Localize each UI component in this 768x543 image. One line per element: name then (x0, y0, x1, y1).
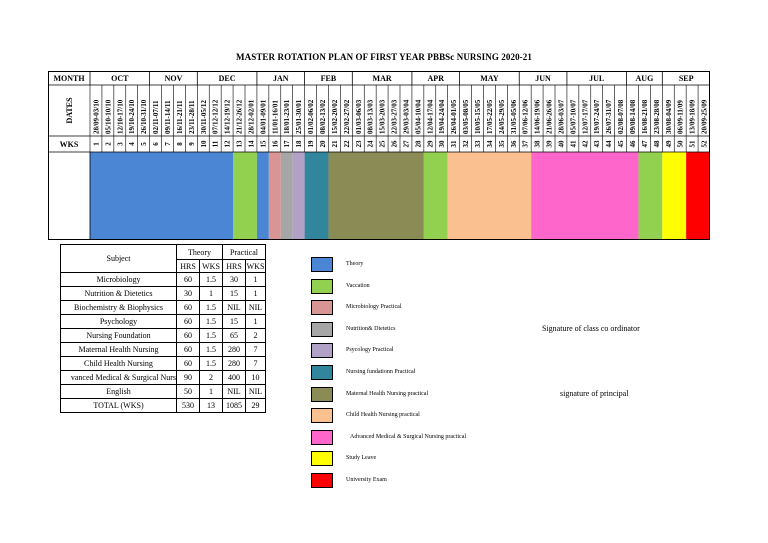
cell-practical-wks: 2 (246, 329, 266, 343)
header-subject: Subject (61, 245, 177, 273)
cell-theory-hrs: 90 (177, 371, 200, 385)
week-number: 6 (152, 142, 161, 146)
header-theory: Theory (177, 245, 223, 260)
week-date: 06/09-11/09 (676, 100, 685, 134)
cell-practical-hrs: 15 (223, 287, 246, 301)
rotation-block (305, 152, 329, 240)
cell-theory-hrs: 60 (177, 315, 200, 329)
week-date: 03/05-08/05 (462, 99, 471, 134)
week-number: 38 (533, 140, 542, 148)
week-date: 17/05-22/05 (485, 99, 494, 134)
legend-label: Theory (346, 261, 364, 267)
week-number: 17 (283, 140, 292, 148)
cell-theory-wks: 1.5 (200, 315, 223, 329)
legend-item (311, 300, 531, 316)
week-number: 25 (378, 140, 387, 148)
month-label: AUG (635, 74, 654, 83)
week-number: 30 (438, 140, 447, 148)
week-date: 05/10-10/10 (104, 99, 113, 134)
legend-swatch (311, 343, 333, 358)
month-label: JAN (272, 74, 289, 83)
week-date: 28/06-03/07 (557, 99, 566, 134)
week-date: 25/01-30/01 (295, 99, 304, 134)
rotation-block (448, 152, 531, 240)
week-date: 20/09-25/09 (700, 99, 709, 134)
week-number: 19 (307, 140, 316, 148)
legend-swatch (311, 430, 333, 445)
week-date: 15/03-20/03 (378, 99, 387, 134)
cell-theory-wks: 1.5 (200, 357, 223, 371)
week-date: 30/08-04/09 (664, 99, 673, 134)
subjects-table-body (61, 273, 266, 413)
rotation-block (531, 152, 638, 240)
table-row (61, 301, 266, 315)
page-title: MASTER ROTATION PLAN OF FIRST YEAR PBBSc NURSING 2020-21 (236, 52, 532, 62)
month-label: JUN (535, 74, 551, 83)
week-number: 34 (485, 140, 494, 148)
week-number: 5 (140, 142, 149, 146)
month-label: JUL (589, 74, 605, 83)
week-date: 05/04-10/04 (414, 99, 423, 134)
legend-label: Nursing fundationn Practical (346, 369, 416, 375)
cell-subject: Microbiology (61, 273, 177, 287)
legend-item (311, 343, 531, 359)
legend-label: Child Health Nursing practical (346, 412, 420, 419)
cell-practical-wks: NIL (246, 385, 266, 399)
legend-label: Study Leave (346, 455, 377, 462)
week-date: 08/03-13/03 (366, 99, 375, 134)
week-number: 44 (605, 140, 614, 148)
legend-label: Advanced Medical & Surgical Nursing practical (350, 433, 467, 440)
cell-theory-wks: 1 (200, 385, 223, 399)
week-date: 28/12-02/01 (247, 99, 256, 134)
legend-item (311, 257, 531, 273)
table-row (61, 273, 266, 287)
week-date: 26/04-01/05 (450, 99, 459, 134)
week-number: 21 (330, 140, 339, 148)
legend-swatch (311, 322, 333, 337)
legend-item (311, 408, 531, 424)
week-date: 18/01-23/01 (283, 99, 292, 134)
month-label: MAR (372, 74, 392, 83)
week-number: 42 (581, 140, 590, 148)
legend-swatch (311, 300, 333, 315)
table-row (61, 357, 266, 371)
cell-practical-wks: 29 (246, 399, 266, 413)
table-row (61, 385, 266, 399)
week-number: 4 (128, 142, 137, 146)
week-date: 26/10-31/10 (140, 99, 149, 134)
rotation-block (638, 152, 662, 240)
legend-item (311, 322, 531, 338)
rotation-block (90, 152, 233, 240)
week-number: 2 (104, 142, 113, 146)
header-theory-hrs: HRS (177, 260, 200, 273)
legend-swatch (311, 365, 333, 380)
cell-theory-wks: 1 (200, 287, 223, 301)
signature-principal: signature of principal (560, 389, 629, 398)
week-number: 31 (450, 140, 459, 148)
cell-subject: Nutrition & Dietetics (61, 287, 177, 301)
week-date: 23/08-28/08 (652, 99, 661, 134)
month-label: SEP (678, 74, 694, 83)
cell-theory-hrs: 60 (177, 273, 200, 287)
week-number: 12 (223, 140, 232, 148)
week-number: 15 (259, 140, 268, 148)
week-number: 43 (593, 140, 602, 148)
cell-theory-wks: 1.5 (200, 273, 223, 287)
week-date: 19/07-24/07 (593, 99, 602, 134)
week-date: 13/09-18/09 (688, 99, 697, 134)
month-label: DEC (218, 74, 236, 83)
cell-theory-hrs: 50 (177, 385, 200, 399)
cell-subject: vanced Medical & Surgical Nurs (61, 371, 177, 385)
cell-practical-wks: NIL (246, 301, 266, 315)
week-date: 01/03-06/03 (354, 99, 363, 134)
rotation-block (686, 152, 710, 240)
cell-subject: Psychology (61, 315, 177, 329)
week-date: 09/08-14/08 (629, 99, 637, 134)
month-label: FEB (320, 74, 337, 83)
week-number: 32 (462, 140, 471, 148)
week-date: 16/08-21/08 (640, 99, 649, 134)
week-number: 27 (402, 140, 411, 148)
table-row (61, 399, 266, 413)
rotation-block (328, 152, 423, 240)
cell-practical-wks: 7 (246, 343, 266, 357)
cell-theory-hrs: 530 (177, 399, 200, 413)
cell-theory-wks: 13 (200, 399, 223, 413)
subjects-table (60, 244, 266, 413)
cell-subject: TOTAL (WKS) (61, 399, 177, 413)
legend-label: University Exam (346, 477, 387, 483)
cell-practical-hrs: 15 (223, 315, 246, 329)
cell-practical-wks: 10 (246, 371, 266, 385)
week-date: 02/11-07/11 (152, 100, 161, 134)
month-label: MAY (480, 74, 499, 83)
cell-practical-hrs: 280 (223, 343, 246, 357)
month-label: APR (427, 74, 444, 83)
week-date: 01/02-06/02 (307, 99, 316, 134)
cell-practical-hrs: 280 (223, 357, 246, 371)
week-number: 39 (545, 140, 554, 148)
table-row (61, 315, 266, 329)
rotation-block (281, 152, 293, 240)
wks-row-label: WKS (59, 140, 79, 149)
week-date: 09/11-14/11 (164, 100, 172, 134)
legend-swatch (311, 473, 333, 488)
week-date: 05/07-10/07 (569, 99, 578, 134)
cell-subject: Maternal Health Nursing (61, 343, 177, 357)
cell-theory-wks: 1.5 (200, 343, 223, 357)
cell-practical-hrs: NIL (223, 301, 246, 315)
rotation-block (233, 152, 257, 240)
week-date: 26/07-31/07 (605, 99, 614, 134)
cell-theory-hrs: 60 (177, 329, 200, 343)
week-number: 52 (700, 140, 709, 148)
cell-theory-hrs: 60 (177, 301, 200, 315)
week-date: 07/06-12/06 (521, 99, 530, 134)
header-practical-hrs: HRS (223, 260, 246, 273)
cell-theory-hrs: 60 (177, 343, 200, 357)
week-number: 50 (676, 140, 685, 148)
week-date: 07/12-12/12 (211, 99, 220, 134)
week-date: 22/03-27/03 (390, 99, 399, 134)
week-date: 24/05-29/05 (497, 99, 506, 134)
week-date: 19/04-24/04 (438, 99, 447, 134)
cell-subject: Biochemistry & Biophysics (61, 301, 177, 315)
week-date: 12/10-17/10 (116, 99, 125, 134)
week-date: 19/10-24/10 (128, 99, 137, 134)
week-number: 48 (652, 140, 661, 148)
month-label: NOV (164, 74, 183, 83)
cell-theory-hrs: 30 (177, 287, 200, 301)
week-number: 23 (354, 140, 363, 148)
table-row (61, 287, 266, 301)
week-number: 16 (271, 140, 280, 148)
table-row (61, 343, 266, 357)
cell-practical-hrs: 400 (223, 371, 246, 385)
legend-label: Vaccation (346, 282, 370, 289)
week-date: 10/05-15/05 (474, 99, 482, 134)
legend-item (311, 451, 531, 467)
week-date: 02/08-07/08 (617, 99, 626, 134)
legend-label: Microbiology Practical (346, 304, 402, 311)
cell-theory-wks: 1.5 (200, 301, 223, 315)
cell-practical-hrs: NIL (223, 385, 246, 399)
cell-practical-wks: 1 (246, 287, 266, 301)
cell-practical-wks: 1 (246, 315, 266, 329)
week-date: 30/11-05/12 (199, 100, 208, 134)
cell-theory-hrs: 60 (177, 357, 200, 371)
week-date: 31/05-05/06 (509, 99, 518, 134)
week-date: 12/07-17/07 (581, 99, 590, 134)
week-number: 28 (414, 140, 423, 148)
week-number: 45 (617, 140, 626, 148)
legend-item (311, 365, 531, 381)
cell-theory-wks: 2 (200, 371, 223, 385)
week-date: 23/11-28/11 (187, 100, 196, 134)
week-date: 11/01-16/01 (271, 100, 280, 134)
dates-row-label: DATES (65, 97, 74, 124)
legend-item (311, 387, 531, 403)
legend-swatch (311, 387, 333, 402)
cell-subject: Nursing Foundation (61, 329, 177, 343)
week-number: 35 (497, 140, 506, 148)
week-number: 46 (629, 140, 637, 148)
rotation-block (662, 152, 686, 240)
week-date: 15/02-20/02 (330, 99, 339, 134)
week-date: 14/06-19/06 (533, 99, 542, 134)
week-number: 1 (92, 142, 101, 146)
rotation-block (293, 152, 305, 240)
week-number: 14 (247, 140, 256, 148)
week-number: 41 (569, 140, 578, 148)
week-date: 16/11-21/11 (175, 100, 184, 134)
week-number: 10 (199, 140, 208, 148)
week-number: 9 (187, 142, 196, 146)
week-number: 7 (164, 142, 172, 146)
legend-label: Maternal Health Nursing practical (346, 390, 429, 397)
table-row (61, 371, 266, 385)
week-number: 29 (426, 140, 435, 148)
header-practical: Practical (223, 245, 266, 260)
legend-swatch (311, 451, 333, 466)
cell-practical-hrs: 30 (223, 273, 246, 287)
legend-swatch (311, 408, 333, 423)
month-label: OCT (111, 74, 129, 83)
week-number: 33 (474, 140, 482, 148)
cell-practical-wks: 7 (246, 357, 266, 371)
rotation-block (269, 152, 281, 240)
legend-item (311, 430, 531, 446)
header-theory-wks: WKS (200, 260, 223, 273)
week-date: 12/04-17/04 (426, 99, 435, 134)
week-date: 14/12-19/12 (223, 99, 232, 134)
legend-label: Psycology Practical (346, 347, 394, 354)
week-number: 8 (175, 142, 184, 146)
cell-theory-wks: 1.5 (200, 329, 223, 343)
week-number: 22 (342, 140, 351, 148)
week-number: 47 (640, 140, 649, 148)
rotation-plan-svg (48, 71, 710, 240)
week-number: 36 (509, 140, 518, 148)
legend-label: Nutrition& Dietetics (346, 325, 396, 332)
cell-practical-hrs: 65 (223, 329, 246, 343)
week-number: 40 (557, 140, 566, 148)
week-number: 13 (235, 140, 244, 148)
week-number: 18 (295, 140, 304, 148)
rotation-plan-grid (48, 71, 710, 240)
cell-subject: English (61, 385, 177, 399)
rotation-block (257, 152, 269, 240)
legend-swatch (311, 257, 333, 272)
week-number: 26 (390, 140, 399, 148)
rotation-block (424, 152, 448, 240)
legend-swatch (311, 279, 333, 294)
week-date: 04/01-09/01 (259, 99, 268, 134)
week-number: 24 (366, 140, 375, 148)
cell-practical-hrs: 1085 (223, 399, 246, 413)
week-number: 51 (688, 140, 697, 148)
table-row (61, 329, 266, 343)
header-practical-wks: WKS (246, 261, 265, 271)
signature-coordinator: Signature of class co ordinator (542, 324, 640, 333)
week-number: 3 (116, 142, 125, 146)
week-date: 08/02-13/02 (319, 99, 327, 134)
week-date: 28/09-03/10 (92, 99, 101, 134)
week-date: 22/02-27/02 (342, 99, 351, 134)
week-date: 21/12-26/12 (235, 99, 244, 134)
cell-practical-wks: 1 (246, 273, 266, 287)
week-date: 29/03-03/04 (402, 99, 411, 134)
month-row-label: MONTH (53, 74, 85, 83)
cell-subject: Child Health Nursing (61, 357, 177, 371)
legend-item (311, 279, 531, 295)
week-date: 21/06-26/06 (545, 99, 554, 134)
week-number: 49 (664, 140, 673, 148)
week-number: 37 (521, 140, 530, 148)
legend-item (311, 473, 531, 489)
week-number: 11 (211, 140, 220, 148)
week-number: 20 (319, 140, 327, 148)
